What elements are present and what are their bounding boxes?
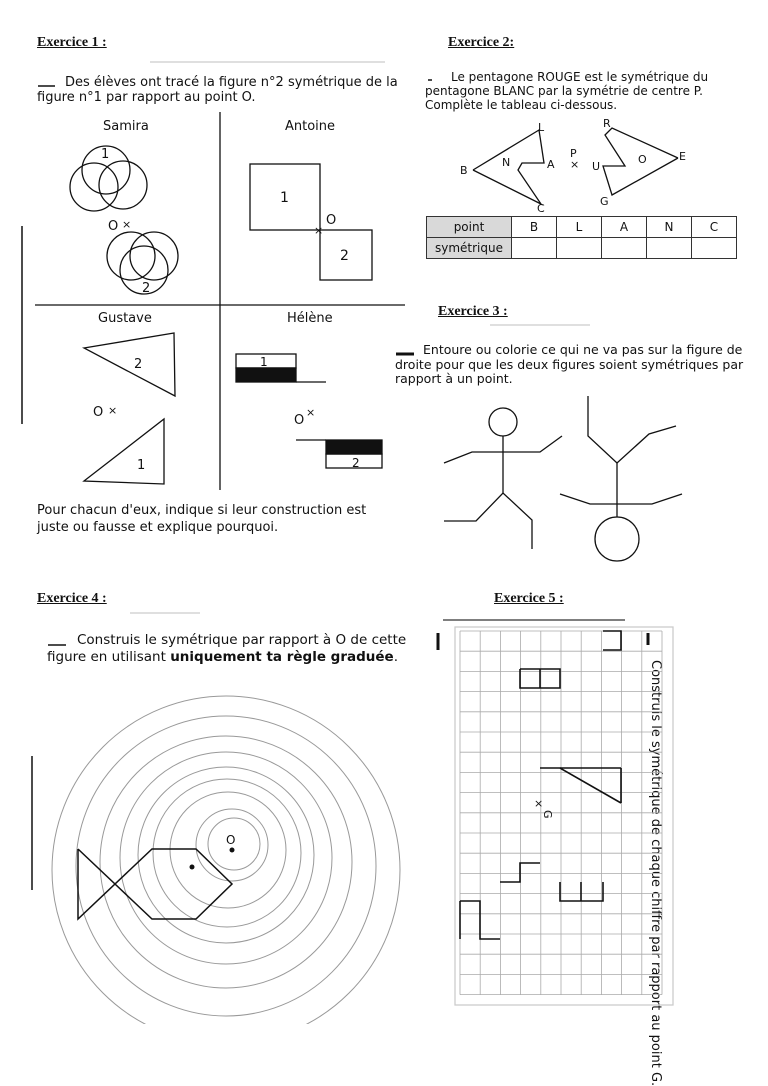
exercise-4-title: Exercice 4 :: [37, 591, 107, 606]
gustave-label-2: 2: [134, 357, 143, 372]
table-cell: B: [512, 217, 557, 238]
gustave-point-o: O: [93, 405, 104, 420]
samira-point-o: O: [108, 219, 119, 234]
concentric-circles: [52, 696, 400, 1024]
point-label-a: A: [547, 158, 555, 171]
grid-frame: [455, 627, 673, 1086]
square-grid: [460, 631, 663, 1086]
cross-mark: ×: [122, 218, 132, 231]
exercise-1-instruction: Des élèves ont tracé la figure n°2 symétrique de la figure n°1 par rapport au point O.: [37, 75, 398, 105]
exercise-2-title: Exercice 2:: [448, 35, 515, 50]
exercise-2-instruction: Le pentagone ROUGE est le symétrique du pentagone BLANC par la symétrie de centre P. Complète le tableau ci-dessous.: [425, 70, 709, 112]
cross-mark: ×: [314, 224, 324, 237]
exercise-1-question: Pour chacun d'eux, indique si leur construction est juste ou fausse et explique pourquoi.: [37, 503, 367, 535]
table-cell: A: [602, 217, 647, 238]
antoine-label-1: 1: [280, 190, 289, 206]
ex4-point-o: O: [226, 833, 236, 847]
point-label-g: G: [600, 195, 609, 208]
name-helene: Hélène: [287, 311, 333, 326]
fish-eye: [190, 865, 195, 870]
point-label-r: R: [603, 117, 611, 130]
exercise-5-instruction: Construis le symétrique de chaque chiffre par rapport au point G.: [648, 660, 663, 1086]
table-row-head-symetrique: symétrique: [427, 238, 512, 259]
table-cell: N: [647, 217, 692, 238]
point-label-u: U: [592, 160, 601, 173]
samira-label-2: 2: [142, 281, 151, 296]
point-label-o: O: [638, 153, 647, 166]
exercise-1-title: Exercice 1 :: [37, 35, 107, 50]
name-gustave: Gustave: [98, 311, 152, 326]
stick-figure-right: [560, 396, 682, 561]
helene-label-1: 1: [260, 355, 268, 369]
point-label-e: E: [679, 150, 686, 163]
name-samira: Samira: [103, 119, 149, 134]
antoine-label-2: 2: [340, 248, 349, 264]
exercise-1-quadrants: [35, 112, 405, 490]
exercise-3-title: Exercice 3 :: [438, 304, 508, 319]
helene-point-o: O: [294, 413, 305, 428]
fish-figure: [78, 849, 232, 919]
gustave-label-1: 1: [137, 458, 146, 473]
cross-mark: ×: [570, 158, 580, 171]
ex5-point-g: G: [541, 810, 554, 819]
point-label-p: P: [570, 147, 577, 160]
samira-label-1: 1: [101, 147, 110, 162]
exercise-3-instruction: Entoure ou colorie ce qui ne va pas sur la figure de droite pour que les deux figures soient symétriques par rapport à un point.: [395, 342, 744, 386]
point-label-b: B: [460, 164, 468, 177]
table-cell: C: [692, 217, 737, 238]
cross-mark: ×: [534, 797, 544, 810]
point-label-c: C: [537, 202, 545, 215]
cross-mark: ×: [306, 406, 316, 419]
table-row-head-point: point: [427, 217, 512, 238]
point-label-l: L: [538, 121, 545, 134]
table-cell: L: [557, 217, 602, 238]
point-o-dot: [230, 848, 235, 853]
exercise-5-title: Exercice 5 :: [494, 591, 564, 606]
antoine-point-o: O: [326, 213, 337, 228]
antoine-figure: [250, 164, 372, 280]
exercise-4-instruction: Construis le symétrique par rapport à O de cette figure en utilisant uniquement ta règle graduée.: [47, 632, 407, 665]
name-antoine: Antoine: [285, 119, 336, 134]
cross-mark: ×: [108, 404, 118, 417]
point-label-n: N: [502, 156, 511, 169]
helene-label-2: 2: [352, 456, 360, 470]
stick-figure-left: [444, 408, 562, 549]
